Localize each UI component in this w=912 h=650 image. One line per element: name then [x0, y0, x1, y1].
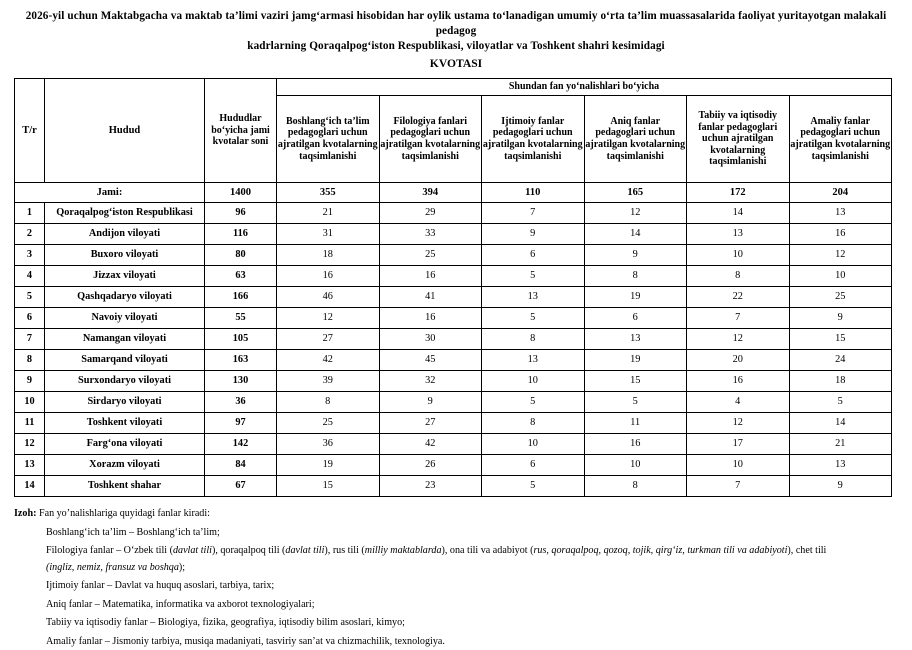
- row-value-philology: 41: [379, 287, 482, 308]
- row-value-exact: 14: [584, 224, 687, 245]
- row-value-natural: 4: [687, 392, 790, 413]
- row-value-applied: 9: [789, 476, 892, 497]
- header-group-subjects: Shundan fan yo‘nalishlari bo‘yicha: [277, 79, 892, 96]
- row-total-quota: 96: [205, 203, 277, 224]
- row-index: 7: [15, 329, 45, 350]
- row-value-social: 6: [482, 455, 585, 476]
- table-row: [15, 455, 892, 476]
- row-value-primary: 42: [277, 350, 380, 371]
- row-value-social: 8: [482, 329, 585, 350]
- row-value-social: 5: [482, 476, 585, 497]
- row-index: 2: [15, 224, 45, 245]
- row-total-quota: 67: [205, 476, 277, 497]
- row-value-exact: 19: [584, 287, 687, 308]
- row-total-quota: 163: [205, 350, 277, 371]
- row-total-quota: 130: [205, 371, 277, 392]
- row-value-philology: 26: [379, 455, 482, 476]
- row-value-primary: 36: [277, 434, 380, 455]
- row-index: 12: [15, 434, 45, 455]
- philology-italic-1: davlat tili: [173, 545, 212, 556]
- row-value-natural: 8: [687, 266, 790, 287]
- quota-table: [14, 78, 892, 497]
- row-value-philology: 27: [379, 413, 482, 434]
- row-value-primary: 46: [277, 287, 380, 308]
- row-value-philology: 42: [379, 434, 482, 455]
- row-value-exact: 13: [584, 329, 687, 350]
- row-value-exact: 9: [584, 245, 687, 266]
- note-line-primary: Boshlang‘ich ta’lim – Boshlang‘ich ta’lim;: [14, 525, 894, 542]
- row-value-philology: 25: [379, 245, 482, 266]
- row-value-philology: 23: [379, 476, 482, 497]
- row-value-natural: 12: [687, 329, 790, 350]
- row-value-exact: 11: [584, 413, 687, 434]
- table-row: [15, 287, 892, 308]
- table-row: [15, 224, 892, 245]
- row-index: 5: [15, 287, 45, 308]
- row-value-philology: 30: [379, 329, 482, 350]
- row-value-social: 13: [482, 287, 585, 308]
- header-total: Hududlar bo‘yicha jami kvotalar soni: [205, 79, 277, 183]
- row-value-primary: 18: [277, 245, 380, 266]
- note-line-exact: Aniq fanlar – Matematika, informatika va axborot texnologiyalari;: [14, 597, 894, 614]
- row-value-primary: 39: [277, 371, 380, 392]
- row-region-name: Qashqadaryo viloyati: [45, 287, 205, 308]
- row-value-social: 5: [482, 392, 585, 413]
- row-value-exact: 12: [584, 203, 687, 224]
- table-row: [15, 392, 892, 413]
- total-social: 110: [482, 183, 585, 203]
- note-intro-text: Fan yo’nalishlariga quyidagi fanlar kiradi:: [39, 508, 210, 519]
- row-region-name: Jizzax viloyati: [45, 266, 205, 287]
- row-index: 3: [15, 245, 45, 266]
- row-region-name: Qoraqalpog‘iston Respublikasi: [45, 203, 205, 224]
- row-value-natural: 7: [687, 308, 790, 329]
- row-value-natural: 10: [687, 245, 790, 266]
- philology-part-1: Filologiya fanlar – O‘zbek tili (: [46, 545, 173, 556]
- philology-italic-5: (ingliz, nemiz, fransuz va boshqa: [46, 562, 179, 573]
- total-natural: 172: [687, 183, 790, 203]
- note-line-philology-cont: [14, 560, 894, 577]
- note-label: Izoh:: [14, 508, 36, 519]
- row-index: 4: [15, 266, 45, 287]
- header-row-group: [15, 79, 892, 96]
- row-value-natural: 12: [687, 413, 790, 434]
- row-value-exact: 10: [584, 455, 687, 476]
- quota-table-wrapper: [0, 72, 912, 497]
- row-region-name: Toshkent viloyati: [45, 413, 205, 434]
- table-row: [15, 308, 892, 329]
- row-region-name: Namangan viloyati: [45, 329, 205, 350]
- row-value-philology: 45: [379, 350, 482, 371]
- table-row: [15, 245, 892, 266]
- philology-part-4: ), ona tili va adabiyot (: [442, 545, 534, 556]
- row-value-social: 10: [482, 434, 585, 455]
- table-head: [15, 79, 892, 183]
- row-value-applied: 13: [789, 203, 892, 224]
- row-value-primary: 31: [277, 224, 380, 245]
- row-value-natural: 13: [687, 224, 790, 245]
- row-value-primary: 15: [277, 476, 380, 497]
- header-sub-natural: Tabiiy va iqtisodiy fanlar pedagoglari uchun ajratilgan kvotalarning taqsimlanishi: [687, 96, 790, 183]
- row-value-primary: 16: [277, 266, 380, 287]
- table-row: [15, 371, 892, 392]
- row-value-social: 9: [482, 224, 585, 245]
- row-region-name: Buxoro viloyati: [45, 245, 205, 266]
- philology-part-6: );: [179, 562, 185, 573]
- row-index: 11: [15, 413, 45, 434]
- row-index: 13: [15, 455, 45, 476]
- row-value-natural: 22: [687, 287, 790, 308]
- row-total-quota: 84: [205, 455, 277, 476]
- row-value-exact: 19: [584, 350, 687, 371]
- row-value-applied: 10: [789, 266, 892, 287]
- row-total-quota: 116: [205, 224, 277, 245]
- row-value-philology: 16: [379, 308, 482, 329]
- row-total-quota: 166: [205, 287, 277, 308]
- header-sub-applied: Amaliy fanlar pedagoglari uchun ajratilgan kvotalarning taqsimlanishi: [789, 96, 892, 183]
- row-region-name: Farg‘ona viloyati: [45, 434, 205, 455]
- row-value-social: 13: [482, 350, 585, 371]
- philology-italic-4: rus, qoraqalpoq, qozoq, tojik, qirg‘iz, turkman tili va adabiyoti: [533, 545, 787, 556]
- row-value-exact: 15: [584, 371, 687, 392]
- row-total-quota: 80: [205, 245, 277, 266]
- row-total-quota: 36: [205, 392, 277, 413]
- row-value-social: 5: [482, 308, 585, 329]
- title-line-1: 2026-yil uchun Maktabgacha va maktab ta’limi vaziri jamg‘armasi hisobidan har oylik ustama to‘lanadigan umumiy o‘rta ta’lim muassasalarida faoliyat yuritayotgan malakali pedagog: [22, 9, 890, 39]
- row-value-exact: 8: [584, 266, 687, 287]
- title-line-2: kadrlarning Qoraqalpog‘iston Respublikasi, viloyatlar va Toshkent shahri kesimidagi: [22, 39, 890, 54]
- row-value-primary: 25: [277, 413, 380, 434]
- row-value-applied: 18: [789, 371, 892, 392]
- philology-italic-2: davlat tili: [285, 545, 324, 556]
- row-index: 6: [15, 308, 45, 329]
- row-total-quota: 105: [205, 329, 277, 350]
- table-row: [15, 413, 892, 434]
- row-index: 1: [15, 203, 45, 224]
- table-row-total: [15, 183, 892, 203]
- row-value-philology: 29: [379, 203, 482, 224]
- row-value-applied: 16: [789, 224, 892, 245]
- row-region-name: Surxondaryo viloyati: [45, 371, 205, 392]
- row-value-exact: 6: [584, 308, 687, 329]
- row-value-philology: 16: [379, 266, 482, 287]
- row-value-philology: 9: [379, 392, 482, 413]
- row-value-applied: 5: [789, 392, 892, 413]
- row-total-quota: 142: [205, 434, 277, 455]
- row-value-natural: 16: [687, 371, 790, 392]
- note-line-social: Ijtimoiy fanlar – Davlat va huquq asoslari, tarbiya, tarix;: [14, 578, 894, 595]
- philology-part-3: ), rus tili (: [324, 545, 364, 556]
- row-region-name: Andijon viloyati: [45, 224, 205, 245]
- total-exact: 165: [584, 183, 687, 203]
- row-value-applied: 14: [789, 413, 892, 434]
- row-index: 9: [15, 371, 45, 392]
- row-value-primary: 27: [277, 329, 380, 350]
- row-value-primary: 8: [277, 392, 380, 413]
- row-value-natural: 10: [687, 455, 790, 476]
- row-region-name: Toshkent shahar: [45, 476, 205, 497]
- row-value-social: 7: [482, 203, 585, 224]
- note-line-natural: Tabiiy va iqtisodiy fanlar – Biologiya, fizika, geografiya, iqtisodiy bilim asoslari, kimyo;: [14, 615, 894, 632]
- row-region-name: Navoiy viloyati: [45, 308, 205, 329]
- table-row: [15, 266, 892, 287]
- philology-italic-3: milliy maktablarda: [365, 545, 442, 556]
- row-value-applied: 13: [789, 455, 892, 476]
- total-primary: 355: [277, 183, 380, 203]
- row-value-primary: 19: [277, 455, 380, 476]
- row-value-social: 6: [482, 245, 585, 266]
- row-region-name: Samarqand viloyati: [45, 350, 205, 371]
- row-value-social: 8: [482, 413, 585, 434]
- document-title-block: [0, 0, 912, 72]
- row-region-name: Sirdaryo viloyati: [45, 392, 205, 413]
- total-label: Jami:: [15, 183, 205, 203]
- row-value-applied: 24: [789, 350, 892, 371]
- philology-part-2: ), qoraqalpoq tili (: [212, 545, 285, 556]
- table-row: [15, 203, 892, 224]
- row-total-quota: 55: [205, 308, 277, 329]
- note-line-applied: Amaliy fanlar – Jismoniy tarbiya, musiqa madaniyati, tasviriy san’at va chizmachilik, texnologiya.: [14, 634, 894, 650]
- row-region-name: Xorazm viloyati: [45, 455, 205, 476]
- header-sub-primary: Boshlang‘ich ta’lim pedagoglari uchun ajratilgan kvotalarning taqsimlanishi: [277, 96, 380, 183]
- total-sum: 1400: [205, 183, 277, 203]
- row-value-social: 10: [482, 371, 585, 392]
- table-row: [15, 434, 892, 455]
- row-value-natural: 7: [687, 476, 790, 497]
- row-value-applied: 21: [789, 434, 892, 455]
- row-total-quota: 97: [205, 413, 277, 434]
- table-row: [15, 350, 892, 371]
- row-value-primary: 12: [277, 308, 380, 329]
- philology-part-5: ), chet tili: [787, 545, 826, 556]
- table-row: [15, 329, 892, 350]
- row-value-philology: 33: [379, 224, 482, 245]
- row-value-exact: 8: [584, 476, 687, 497]
- row-value-philology: 32: [379, 371, 482, 392]
- notes-section: [0, 497, 912, 650]
- header-sub-social: Ijtimoiy fanlar pedagoglari uchun ajratilgan kvotalarning taqsimlanishi: [482, 96, 585, 183]
- row-value-applied: 9: [789, 308, 892, 329]
- row-value-applied: 25: [789, 287, 892, 308]
- row-index: 10: [15, 392, 45, 413]
- row-index: 8: [15, 350, 45, 371]
- row-value-exact: 16: [584, 434, 687, 455]
- row-value-natural: 17: [687, 434, 790, 455]
- title-main: KVOTASI: [22, 55, 890, 72]
- row-value-primary: 21: [277, 203, 380, 224]
- row-value-applied: 15: [789, 329, 892, 350]
- total-philology: 394: [379, 183, 482, 203]
- note-line-philology: [14, 543, 894, 560]
- table-body: [15, 203, 892, 497]
- table-row: [15, 476, 892, 497]
- row-index: 14: [15, 476, 45, 497]
- row-value-applied: 12: [789, 245, 892, 266]
- note-intro-line: [14, 506, 894, 523]
- header-region: Hudud: [45, 79, 205, 183]
- total-applied: 204: [789, 183, 892, 203]
- header-sub-exact: Aniq fanlar pedagoglari uchun ajratilgan kvotalarning taqsimlanishi: [584, 96, 687, 183]
- row-value-natural: 20: [687, 350, 790, 371]
- header-tr: T/r: [15, 79, 45, 183]
- header-sub-philology: Filologiya fanlari pedagoglari uchun ajratilgan kvotalarning taqsimlanishi: [379, 96, 482, 183]
- row-value-natural: 14: [687, 203, 790, 224]
- table-total-body: [15, 183, 892, 203]
- row-total-quota: 63: [205, 266, 277, 287]
- row-value-social: 5: [482, 266, 585, 287]
- row-value-exact: 5: [584, 392, 687, 413]
